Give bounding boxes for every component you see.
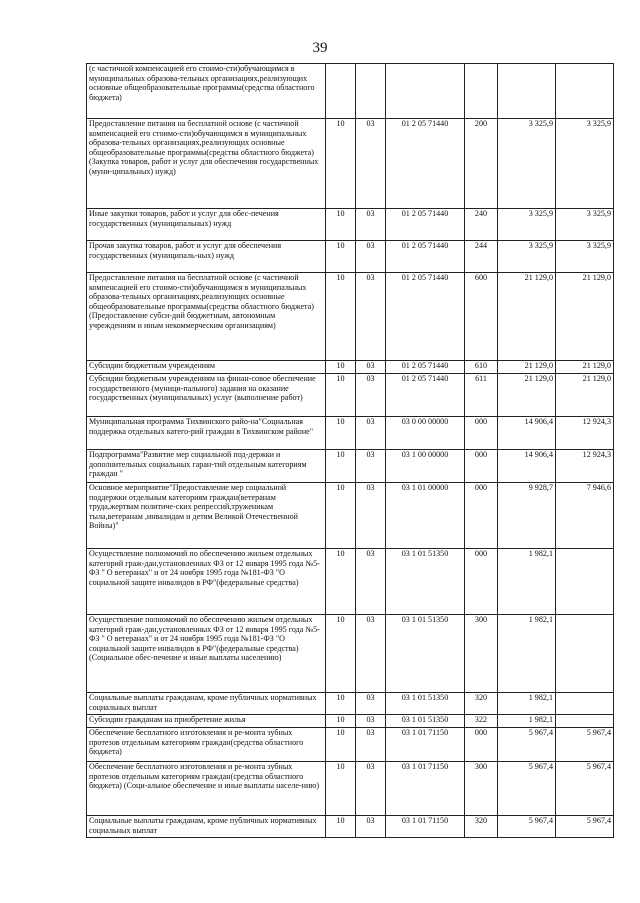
- row-amount-2: 3 325,9: [556, 241, 614, 273]
- table-row: [87, 374, 614, 417]
- row-description: Прочая закупка товаров, работ и услуг для обеспечения государственных (муниципаль-ных) нужд: [87, 241, 326, 273]
- row-expense-type: 320: [465, 693, 498, 715]
- row-subsection: 03: [356, 483, 386, 549]
- table-row: [87, 119, 614, 209]
- row-amount-1: [498, 64, 556, 119]
- row-amount-2: [556, 549, 614, 615]
- table-row: [87, 450, 614, 483]
- row-description: Муниципальная программа Тихвинского райо-на"Социальная поддержка отдельных катего-рий граждан в Тихвинском районе": [87, 417, 326, 450]
- row-section: 10: [326, 450, 356, 483]
- row-expense-type: 000: [465, 417, 498, 450]
- row-expense-type: 000: [465, 549, 498, 615]
- row-subsection: 03: [356, 450, 386, 483]
- row-description: Предоставление питания на бесплатной основе (с частичной компенсацией его стоимо-сти)обучающимся в муниципальных образова-тельных организациях,реализующих основные общеобразовательные программы(средства областного бюджета) (Закупка товаров, работ и услуг для обеспечения государственных (муни-ципальных) нужд): [87, 119, 326, 209]
- row-target-article: 01 2 05 71440: [386, 374, 465, 417]
- table-row: [87, 549, 614, 615]
- row-description: Субсидии бюджетным учреждениям: [87, 361, 326, 374]
- row-subsection: 03: [356, 693, 386, 715]
- row-description: (с частичной компенсацией его стоимо-сти)обучающимся в муниципальных образова-тельных организациях,реализующих основные общеобразовательные программы(средства областного бюджета): [87, 64, 326, 119]
- row-target-article: [386, 64, 465, 119]
- table-row: [87, 209, 614, 241]
- row-target-article: 01 2 05 71440: [386, 119, 465, 209]
- row-subsection: [356, 64, 386, 119]
- row-amount-1: 1 982,1: [498, 615, 556, 693]
- row-subsection: 03: [356, 241, 386, 273]
- row-target-article: 03 1 01 51350: [386, 715, 465, 728]
- table-row: [87, 273, 614, 361]
- row-subsection: 03: [356, 728, 386, 762]
- page-number: 39: [312, 40, 328, 56]
- row-amount-1: 9 928,7: [498, 483, 556, 549]
- row-expense-type: 300: [465, 762, 498, 816]
- row-amount-2: [556, 64, 614, 119]
- table-row: [87, 762, 614, 816]
- row-expense-type: 611: [465, 374, 498, 417]
- row-description: Основное мероприятие"Предоставление мер социальной поддержки отдельным категориям граждан(ветеранам труда,жертвам политиче-ских репрессий,труженикам тыла,ветеранам ,инвалидам и детям Великой Отечественной Войны)": [87, 483, 326, 549]
- row-amount-1: 5 967,4: [498, 762, 556, 816]
- row-subsection: 03: [356, 715, 386, 728]
- table-row: [87, 728, 614, 762]
- row-subsection: 03: [356, 209, 386, 241]
- row-section: 10: [326, 273, 356, 361]
- row-amount-1: 21 129,0: [498, 374, 556, 417]
- row-section: 10: [326, 119, 356, 209]
- row-target-article: 01 2 05 71440: [386, 241, 465, 273]
- row-expense-type: 000: [465, 728, 498, 762]
- row-amount-2: 5 967,4: [556, 762, 614, 816]
- row-amount-2: [556, 615, 614, 693]
- row-amount-1: 21 129,0: [498, 361, 556, 374]
- row-description: Обеспечение бесплатного изготовления и ре-монта зубных протезов отдельным категориям граждан(средства областного бюджета) (Соци-альное обеспечение и иные выплаты населе-нию): [87, 762, 326, 816]
- row-description: Субсидии гражданам на приобретение жилья: [87, 715, 326, 728]
- row-target-article: 03 1 01 71150: [386, 816, 465, 838]
- table-row: [87, 241, 614, 273]
- row-target-article: 01 2 05 71440: [386, 273, 465, 361]
- row-section: 10: [326, 693, 356, 715]
- row-expense-type: 000: [465, 483, 498, 549]
- row-expense-type: 600: [465, 273, 498, 361]
- table-row: [87, 483, 614, 549]
- row-target-article: 03 0 00 00000: [386, 417, 465, 450]
- row-amount-2: 3 325,9: [556, 119, 614, 209]
- row-description: Иные закупки товаров, работ и услуг для обес-печения государственных (муниципальных) нужд: [87, 209, 326, 241]
- row-amount-2: 7 946,6: [556, 483, 614, 549]
- row-target-article: 01 2 05 71440: [386, 209, 465, 241]
- row-expense-type: 000: [465, 450, 498, 483]
- row-subsection: 03: [356, 374, 386, 417]
- row-target-article: 03 1 01 51350: [386, 549, 465, 615]
- row-amount-1: 5 967,4: [498, 728, 556, 762]
- table-row: [87, 816, 614, 838]
- row-subsection: 03: [356, 273, 386, 361]
- row-description: Подпрограмма"Развитие мер социальной под-держки и дополнительных социальных гаран-тий отдельным категориям граждан ": [87, 450, 326, 483]
- table-row: [87, 615, 614, 693]
- row-amount-1: 1 982,1: [498, 693, 556, 715]
- row-amount-1: 1 982,1: [498, 715, 556, 728]
- row-expense-type: 300: [465, 615, 498, 693]
- row-description: Социальные выплаты гражданам, кроме публичных нормативных социальных выплат: [87, 693, 326, 715]
- row-subsection: 03: [356, 417, 386, 450]
- row-expense-type: 320: [465, 816, 498, 838]
- row-expense-type: [465, 64, 498, 119]
- row-subsection: 03: [356, 549, 386, 615]
- row-section: 10: [326, 374, 356, 417]
- row-expense-type: 322: [465, 715, 498, 728]
- row-amount-1: 5 967,4: [498, 816, 556, 838]
- row-section: 10: [326, 483, 356, 549]
- row-amount-1: 1 982,1: [498, 549, 556, 615]
- row-amount-2: 21 129,0: [556, 361, 614, 374]
- row-subsection: 03: [356, 119, 386, 209]
- row-subsection: 03: [356, 762, 386, 816]
- row-subsection: 03: [356, 361, 386, 374]
- table-row: [87, 417, 614, 450]
- row-amount-1: 21 129,0: [498, 273, 556, 361]
- row-description: Осуществление полномочий по обеспечению жильем отдельных категорий граж-дан,установленных ФЗ от 12 января 1995 года №5-ФЗ " О ветеранах" и от 24 ноября 1995 года №181-ФЗ "О социальной защите инвалидов в РФ"(федеральные средства) (Социальное обес-печение и иные выплаты населению): [87, 615, 326, 693]
- row-section: 10: [326, 728, 356, 762]
- row-amount-2: 5 967,4: [556, 728, 614, 762]
- row-target-article: 01 2 05 71440: [386, 361, 465, 374]
- row-amount-1: 3 325,9: [498, 209, 556, 241]
- table-row: [87, 715, 614, 728]
- row-section: 10: [326, 209, 356, 241]
- row-description: Предоставление питания на бесплатной основе (с частичной компенсацией его стоимо-сти)обучающимся в муниципальных образова-тельных организациях,реализующих основные общеобразовательные программы(средства областного бюджета) (Предоставление субси-дий бюджетным, автономным учреждениям и иным некоммерческим организациям): [87, 273, 326, 361]
- row-section: 10: [326, 549, 356, 615]
- row-expense-type: 610: [465, 361, 498, 374]
- budget-table: [86, 63, 614, 838]
- row-amount-2: 21 129,0: [556, 273, 614, 361]
- row-section: 10: [326, 615, 356, 693]
- row-amount-1: 3 325,9: [498, 241, 556, 273]
- row-amount-1: 14 906,4: [498, 450, 556, 483]
- row-amount-1: 14 906,4: [498, 417, 556, 450]
- table-row: [87, 64, 614, 119]
- row-amount-1: 3 325,9: [498, 119, 556, 209]
- row-target-article: 03 1 01 71150: [386, 728, 465, 762]
- row-subsection: 03: [356, 816, 386, 838]
- row-amount-2: 12 924,3: [556, 450, 614, 483]
- row-target-article: 03 1 01 51350: [386, 693, 465, 715]
- row-amount-2: 12 924,3: [556, 417, 614, 450]
- table-row: [87, 361, 614, 374]
- row-section: 10: [326, 762, 356, 816]
- row-amount-2: [556, 693, 614, 715]
- row-target-article: 03 1 00 00000: [386, 450, 465, 483]
- row-description: Субсидии бюджетным учреждениям на финан-совое обеспечение государственного (муници-пального) задания на оказание государственных (муниципальных) услуг (выполнение работ): [87, 374, 326, 417]
- row-expense-type: 200: [465, 119, 498, 209]
- row-description: Социальные выплаты гражданам, кроме публичных нормативных социальных выплат: [87, 816, 326, 838]
- budget-table-body: [87, 64, 614, 838]
- row-description: Осуществление полномочий по обеспечению жильем отдельных категорий граж-дан,установленных ФЗ от 12 января 1995 года №5-ФЗ " О ветеранах" и от 24 ноября 1995 года №181-ФЗ "О социальной защите инвалидов в РФ"(федеральные средства): [87, 549, 326, 615]
- row-target-article: 03 1 01 00000: [386, 483, 465, 549]
- row-section: 10: [326, 715, 356, 728]
- row-expense-type: 240: [465, 209, 498, 241]
- row-section: [326, 64, 356, 119]
- row-description: Обеспечение бесплатного изготовления и ре-монта зубных протезов отдельным категориям граждан(средства областного бюджета): [87, 728, 326, 762]
- row-amount-2: 3 325,9: [556, 209, 614, 241]
- row-section: 10: [326, 361, 356, 374]
- row-section: 10: [326, 241, 356, 273]
- table-row: [87, 693, 614, 715]
- row-section: 10: [326, 417, 356, 450]
- row-section: 10: [326, 816, 356, 838]
- row-amount-2: 21 129,0: [556, 374, 614, 417]
- row-amount-2: [556, 715, 614, 728]
- row-amount-2: 5 967,4: [556, 816, 614, 838]
- row-expense-type: 244: [465, 241, 498, 273]
- row-target-article: 03 1 01 71150: [386, 762, 465, 816]
- row-target-article: 03 1 01 51350: [386, 615, 465, 693]
- row-subsection: 03: [356, 615, 386, 693]
